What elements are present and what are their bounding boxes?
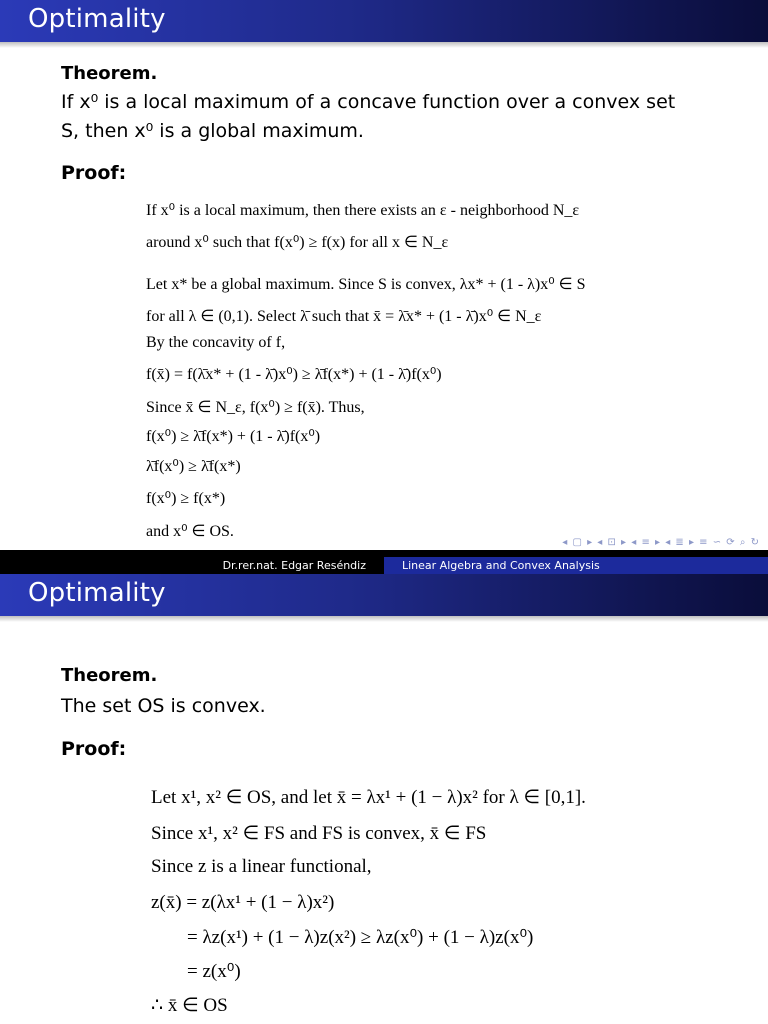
title-bar-shadow [0, 42, 768, 48]
slide-2-title-bar [0, 574, 768, 616]
title-bar-shadow [0, 616, 768, 622]
slide-2-title: Optimality [28, 578, 166, 608]
proof-line: If x⁰ is a local maximum, then there exists an ε - neighborhood N_ε [146, 202, 580, 219]
proof-line: f(x⁰) ≥ f(x*) [146, 490, 226, 507]
slide-2 [0, 574, 768, 1024]
proof-line: f(x̄) = f(λ̄x* + (1 - λ̄)x⁰) ≥ λ̄f(x*) + (1 - λ̄)f(x⁰) [146, 366, 442, 383]
proof-line: = z(x⁰) [187, 961, 241, 982]
proof-line: around x⁰ such that f(x⁰) ≥ f(x) for all x ∈ N_ε [146, 234, 449, 251]
slide-2-proof-label: Proof: [61, 738, 127, 760]
slide-1-theorem-line-1: If x⁰ is a local maximum of a concave function over a convex set [61, 91, 676, 113]
proof-line: f(x⁰) ≥ λ̄f(x*) + (1 - λ̄)f(x⁰) [146, 428, 321, 445]
slide-2-theorem-label: Theorem. [61, 665, 158, 686]
proof-line: Let x* be a global maximum. Since S is convex, λx* + (1 - λ)x⁰ ∈ S [146, 276, 586, 293]
slide-2-theorem-line: The set OS is convex. [61, 695, 266, 717]
footer-course: Linear Algebra and Convex Analysis [384, 557, 768, 574]
proof-line: ∴ x̄ ∈ OS [151, 995, 228, 1016]
proof-line: Since x̄ ∈ N_ε, f(x⁰) ≥ f(x̄). Thus, [146, 399, 365, 416]
proof-line: and x⁰ ∈ OS. [146, 523, 234, 540]
proof-line: Since x¹, x² ∈ FS and FS is convex, x̄ ∈ FS [151, 823, 487, 844]
proof-line: Since z is a linear functional, [151, 856, 372, 877]
slide-footer [0, 557, 768, 574]
proof-line: By the concavity of f, [146, 334, 286, 351]
footer-author: Dr.rer.nat. Edgar Reséndiz [0, 557, 384, 574]
slide-1-title: Optimality [28, 4, 166, 34]
slide-1-proof-label: Proof: [61, 162, 127, 184]
slide-1-theorem-label: Theorem. [61, 63, 158, 84]
slide-1-theorem-line-2: S, then x⁰ is a global maximum. [61, 120, 364, 142]
slide-separator [0, 550, 768, 557]
beamer-navigation-symbols[interactable]: ◂ ▢ ▸ ◂ ⊡ ▸ ◂ ≡ ▸ ◂ ≣ ▸ ≡ ∽ ⟳ ⌕ ↻ [562, 537, 760, 548]
proof-line: Let x¹, x² ∈ OS, and let x̄ = λx¹ + (1 − λ)x² for λ ∈ [0,1]. [151, 787, 586, 808]
proof-line: λ̄f(x⁰) ≥ λ̄f(x*) [146, 458, 241, 475]
proof-line: = λz(x¹) + (1 − λ)z(x²) ≥ λz(x⁰) + (1 − λ)z(x⁰) [187, 927, 534, 948]
slide-1-title-bar [0, 0, 768, 42]
proof-line: z(x̄) = z(λx¹ + (1 − λ)x²) [151, 892, 335, 913]
proof-line: for all λ ∈ (0,1). Select λ̄ such that x̄ = λ̄x* + (1 - λ̄)x⁰ ∈ N_ε [146, 308, 542, 325]
